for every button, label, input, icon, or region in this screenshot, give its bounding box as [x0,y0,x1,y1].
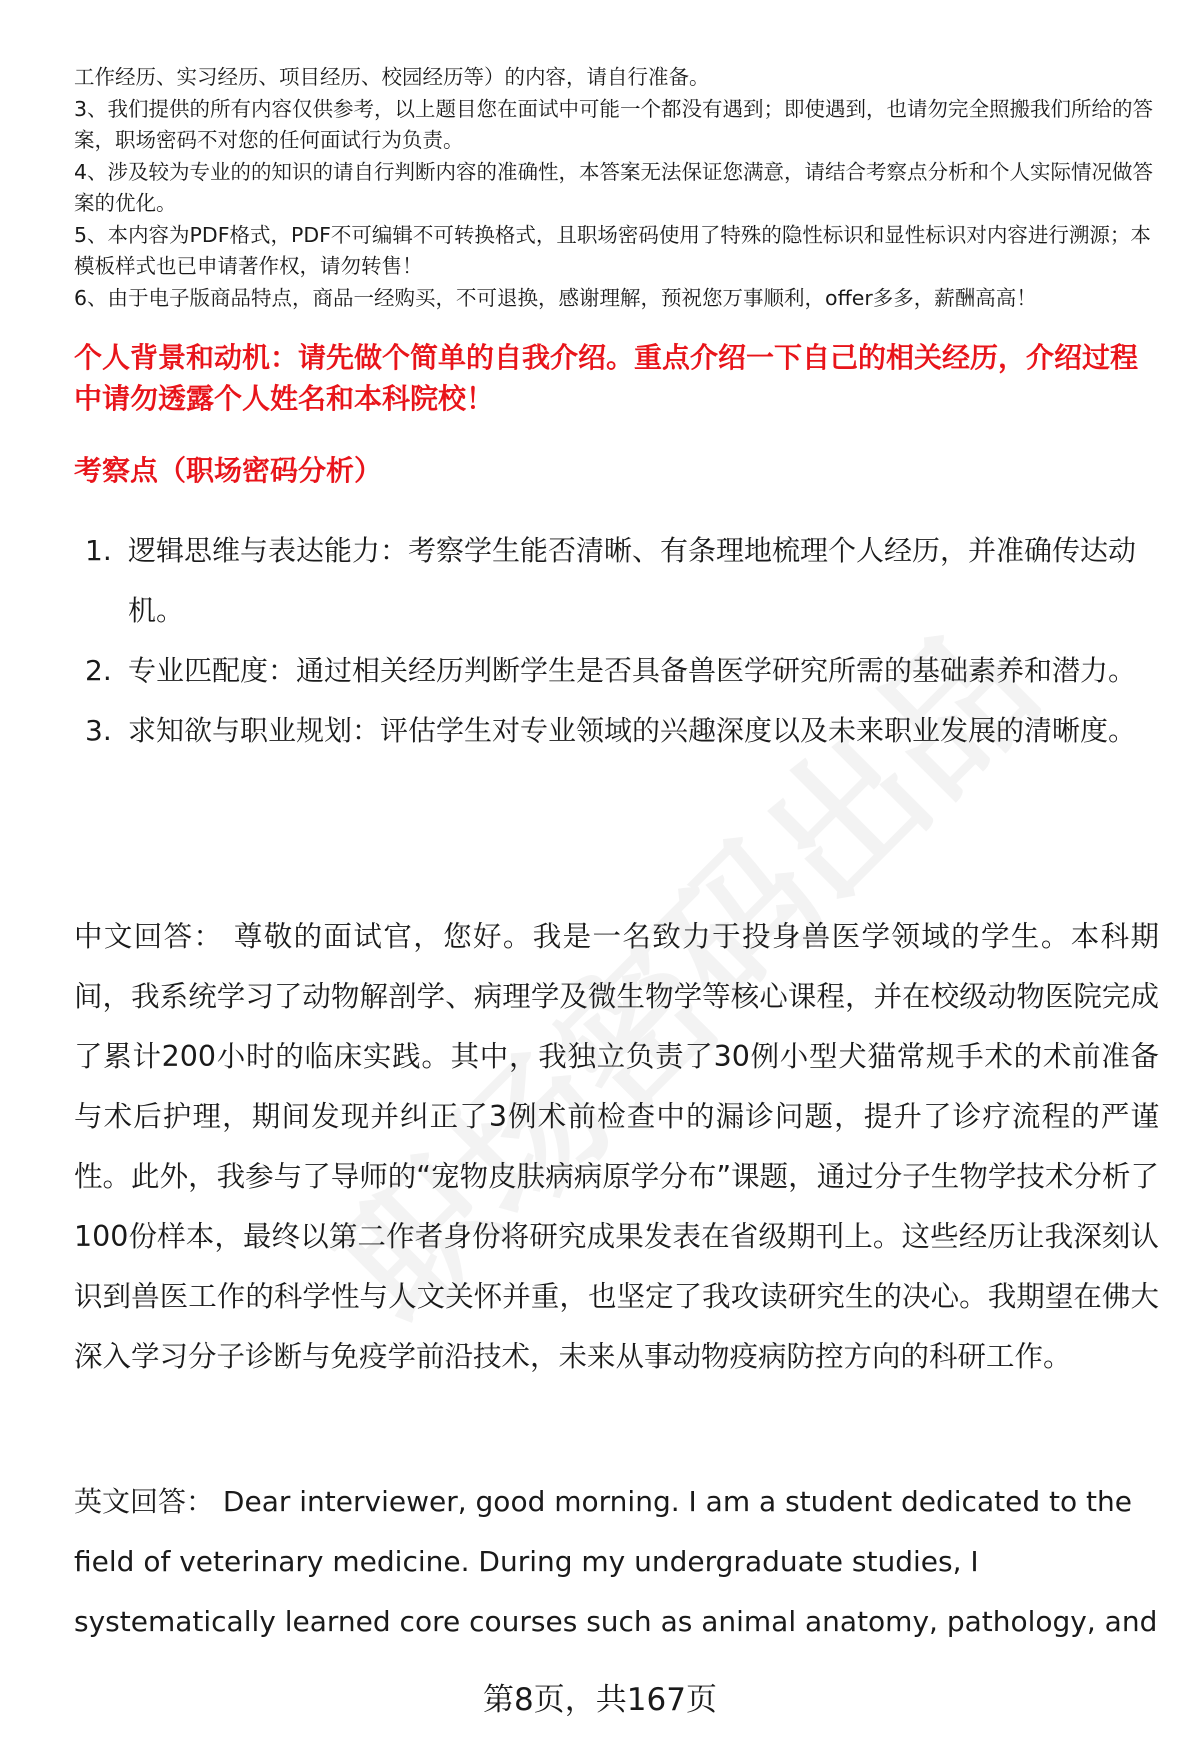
chinese-answer [74,907,1159,1387]
note-line: 6、由于电子版商品特点，商品一经购买，不可退换，感谢理解，预祝您万事顺利，offer多多，薪酬高高！ [74,285,1037,310]
note-line: 3、我们提供的所有内容仅供参考，以上题目您在面试中可能一个都没有遇到；即使遇到，也请勿完全照搬我们所给的答案，职场密码不对您的任何面试行为负责。 [74,96,1154,152]
key-point-number: 3. [85,714,112,747]
key-point-item [74,521,1154,641]
key-point-number: 2. [85,654,112,687]
note-line: 5、本内容为PDF格式，PDF不可编辑不可转换格式，且职场密码使用了特殊的隐性标识和显性标识对内容进行溯源；本模板样式也已申请著作权，请勿转售！ [74,222,1151,278]
key-point-item [74,701,1154,761]
note-line: 4、涉及较为专业的的知识的请自行判断内容的准确性，本答案无法保证您满意，请结合考察点分析和个人实际情况做答案的优化。 [74,159,1154,215]
question-heading: 个人背景和动机：请先做个简单的自我介绍。重点介绍一下自己的相关经历，介绍过程中请勿透露个人姓名和本科院校！ [74,341,1139,415]
chinese-answer-text: 尊敬的面试官，您好。我是一名致力于投身兽医学领域的学生。本科期间，我系统学习了动物解剖学、病理学及微生物学等核心课程，并在校级动物医院完成了累计200小时的临床实践。其中，我独立负责了30例小型犬猫常规手术的术前准备与术后护理，期间发现并纠正了3例术前检查中的漏诊问题，提升了诊疗流程的严谨性。此外，我参与了导师的“宠物皮肤病病原学分布”课题，通过分子生物学技术分析了100份样本，最终以第二作者身份将研究成果发表在省级期刊上。这些经历让我深刻认识到兽医工作的科学性与人文关怀并重，也坚定了我攻读研究生的决心。我期望在佛大深入学习分子诊断与免疫学前沿技术，未来从事动物疫病防控方向的科研工作。 [74,920,1159,1373]
chinese-answer-label: 中文回答： [74,920,224,953]
english-answer-text: Dear interviewer, good morning. I am a student dedicated to the field of veterinary medicine. During my undergraduate studies, I systematically learned core courses such as animal anatomy, pathology, and [74,1485,1158,1638]
key-point-text: 专业匹配度：通过相关经历判断学生是否具备兽医学研究所需的基础素养和潜力。 [128,654,1137,687]
note-line: 工作经历、实习经历、项目经历、校园经历等）的内容，请自行准备。 [74,65,710,89]
notes-section [74,62,1154,314]
page-number: 第8页，共167页 [483,1682,717,1718]
key-point-text: 求知欲与职业规划：评估学生对专业领域的兴趣深度以及未来职业发展的清晰度。 [128,714,1137,747]
key-point-text: 逻辑思维与表达能力：考察学生能否清晰、有条理地梳理个人经历，并准确传达动机。 [128,534,1137,627]
key-point-number: 1. [85,534,112,567]
key-points-title: 考察点（职场密码分析） [74,454,383,487]
key-point-item [74,641,1154,701]
key-points-list [74,521,1154,761]
english-answer-label: 英文回答： [74,1485,215,1518]
english-answer [74,1472,1159,1652]
